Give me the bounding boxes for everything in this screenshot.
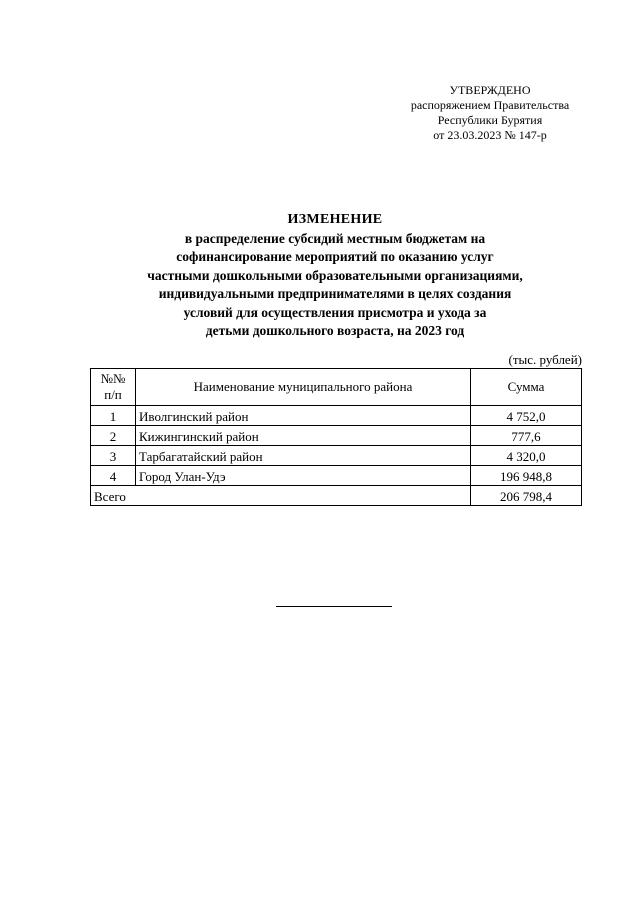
row-number: 2 — [91, 426, 136, 446]
table-header-row — [91, 369, 582, 406]
total-sum: 206 798,4 — [471, 486, 582, 506]
row-sum: 4 320,0 — [471, 446, 582, 466]
title-heading: ИЗМЕНЕНИЕ — [287, 212, 383, 227]
row-sum: 777,6 — [471, 426, 582, 446]
row-number: 4 — [91, 466, 136, 486]
row-sum: 4 752,0 — [471, 406, 582, 426]
table-row — [91, 446, 582, 466]
row-district-name: Иволгинский район — [136, 406, 471, 426]
approval-authority: Республики Бурятия — [437, 113, 543, 127]
title-line: частными дошкольными образовательными организациями, — [147, 267, 523, 283]
table-row — [91, 406, 582, 426]
row-number: 3 — [91, 446, 136, 466]
title-line: индивидуальными предпринимателями в целях создания — [158, 286, 512, 301]
header-district-name: Наименование муниципального района — [136, 369, 471, 406]
document-title — [90, 211, 580, 341]
approval-order-line: распоряжением Правительства — [410, 98, 570, 112]
units-label: (тыс. рублей) — [508, 352, 582, 367]
table-total-row — [91, 486, 582, 506]
approval-heading: УТВЕРЖДЕНО — [449, 83, 531, 97]
subsidy-table — [90, 368, 582, 506]
row-district-name: Тарбагатайский район — [136, 446, 471, 466]
row-district-name: Кижингинский район — [136, 426, 471, 446]
approval-date-number: от 23.03.2023 № 147-р — [433, 128, 547, 142]
end-of-document-line — [276, 606, 392, 607]
header-sum: Сумма — [471, 369, 582, 406]
header-number: №№ п/п — [91, 369, 136, 406]
table-row — [91, 426, 582, 446]
approval-stamp — [395, 83, 585, 143]
row-district-name: Город Улан-Удэ — [136, 466, 471, 486]
table-row — [91, 466, 582, 486]
row-sum: 196 948,8 — [471, 466, 582, 486]
title-line: условий для осуществления присмотра и ухода за — [183, 304, 487, 320]
title-line: детьми дошкольного возраста, на 2023 год — [205, 323, 465, 338]
title-line: в распределение субсидий местным бюджетам на — [184, 230, 486, 246]
row-number: 1 — [91, 406, 136, 426]
total-label: Всего — [91, 486, 471, 506]
title-line: софинансирование мероприятий по оказанию услуг — [176, 249, 494, 264]
